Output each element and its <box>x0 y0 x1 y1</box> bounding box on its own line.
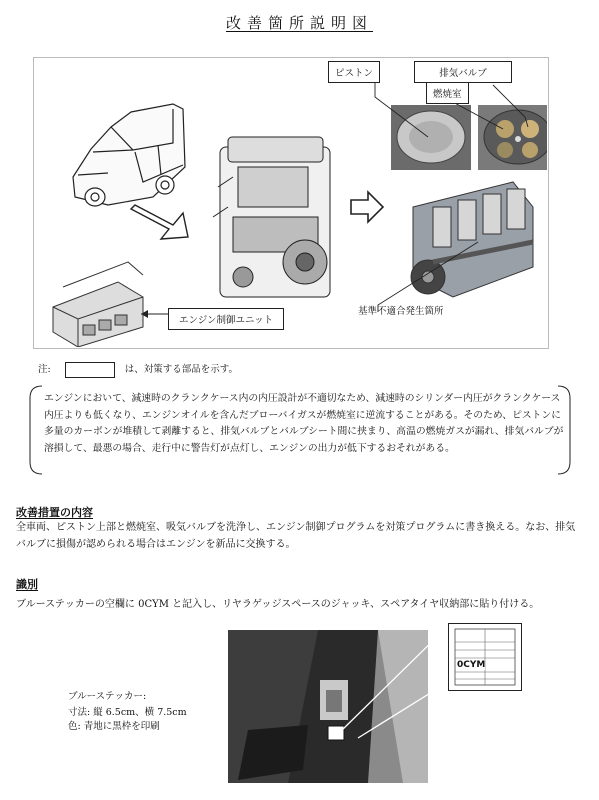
label-combustion-chamber: 燃焼室 <box>426 82 469 104</box>
illustration-drawings <box>33 57 547 347</box>
blue-sticker-enlarged <box>448 623 522 691</box>
arrow-engine-to-cutaway <box>351 192 383 222</box>
label-ecu: エンジン制御ユニット <box>168 308 284 330</box>
note-suffix: は、対策する部品を示す。 <box>124 364 238 375</box>
label-defect-location: 基準不適合発生箇所 <box>358 306 444 317</box>
identification-heading: 識別 <box>16 578 38 591</box>
cause-description: エンジンにおいて、減速時のクランクケース内の内圧設計が不適切なため、減速時のシリンダー内圧がクランクケース内圧よりも低くなり、エンジンオイルを含んだブローバイガスが燃焼室に逆流することがある。そのため、ピストンに多量のカーボンが堆積して剥離すると、排気バルブとバルブシート間に挟まり、高温の燃焼ガスが漏れ、排気バルブが溶損して、最悪の場合、走行中に警告灯が点灯し、エンジンの出力が低下するおそれがある。 <box>44 393 564 454</box>
note-legend-box <box>65 362 115 378</box>
sticker-title: ブルーステッカー: <box>68 691 147 702</box>
ecu-illustration <box>53 262 143 347</box>
label-exhaust-valve: 排気バルブ <box>414 61 512 83</box>
measures-heading: 改善措置の内容 <box>16 506 93 519</box>
measures-text: 全車両、ピストン上部と燃焼室、吸気バルブを洗浄し、エンジン制御プログラムを対策プログラムに書き換える。なお、排気バルブに損傷が認められる場合はエンジンを新品に交換する。 <box>16 522 576 550</box>
car-illustration <box>73 104 185 206</box>
identification-text: ブルーステッカーの空欄に 0CYM と記入し、リヤラゲッジスペースのジャッキ、スペアタイヤ収納部に貼り付ける。 <box>16 599 540 610</box>
note-row <box>38 361 238 378</box>
arrow-car-to-engine <box>131 205 188 239</box>
label-piston: ピストン <box>328 61 380 83</box>
sticker-color: 色: 青地に黒枠を印刷 <box>68 721 160 732</box>
page-title: 改善箇所説明図 <box>225 14 373 32</box>
sticker-size: 寸法: 縦 6.5cm、横 7.5cm <box>68 707 187 718</box>
piston-photo <box>391 105 471 170</box>
engine-cutaway-illustration <box>411 182 533 297</box>
engine-illustration <box>213 137 330 297</box>
combustion-chamber-photo <box>478 105 547 170</box>
note-prefix: 注: <box>38 364 51 375</box>
sticker-code: 0CYM <box>457 660 486 670</box>
